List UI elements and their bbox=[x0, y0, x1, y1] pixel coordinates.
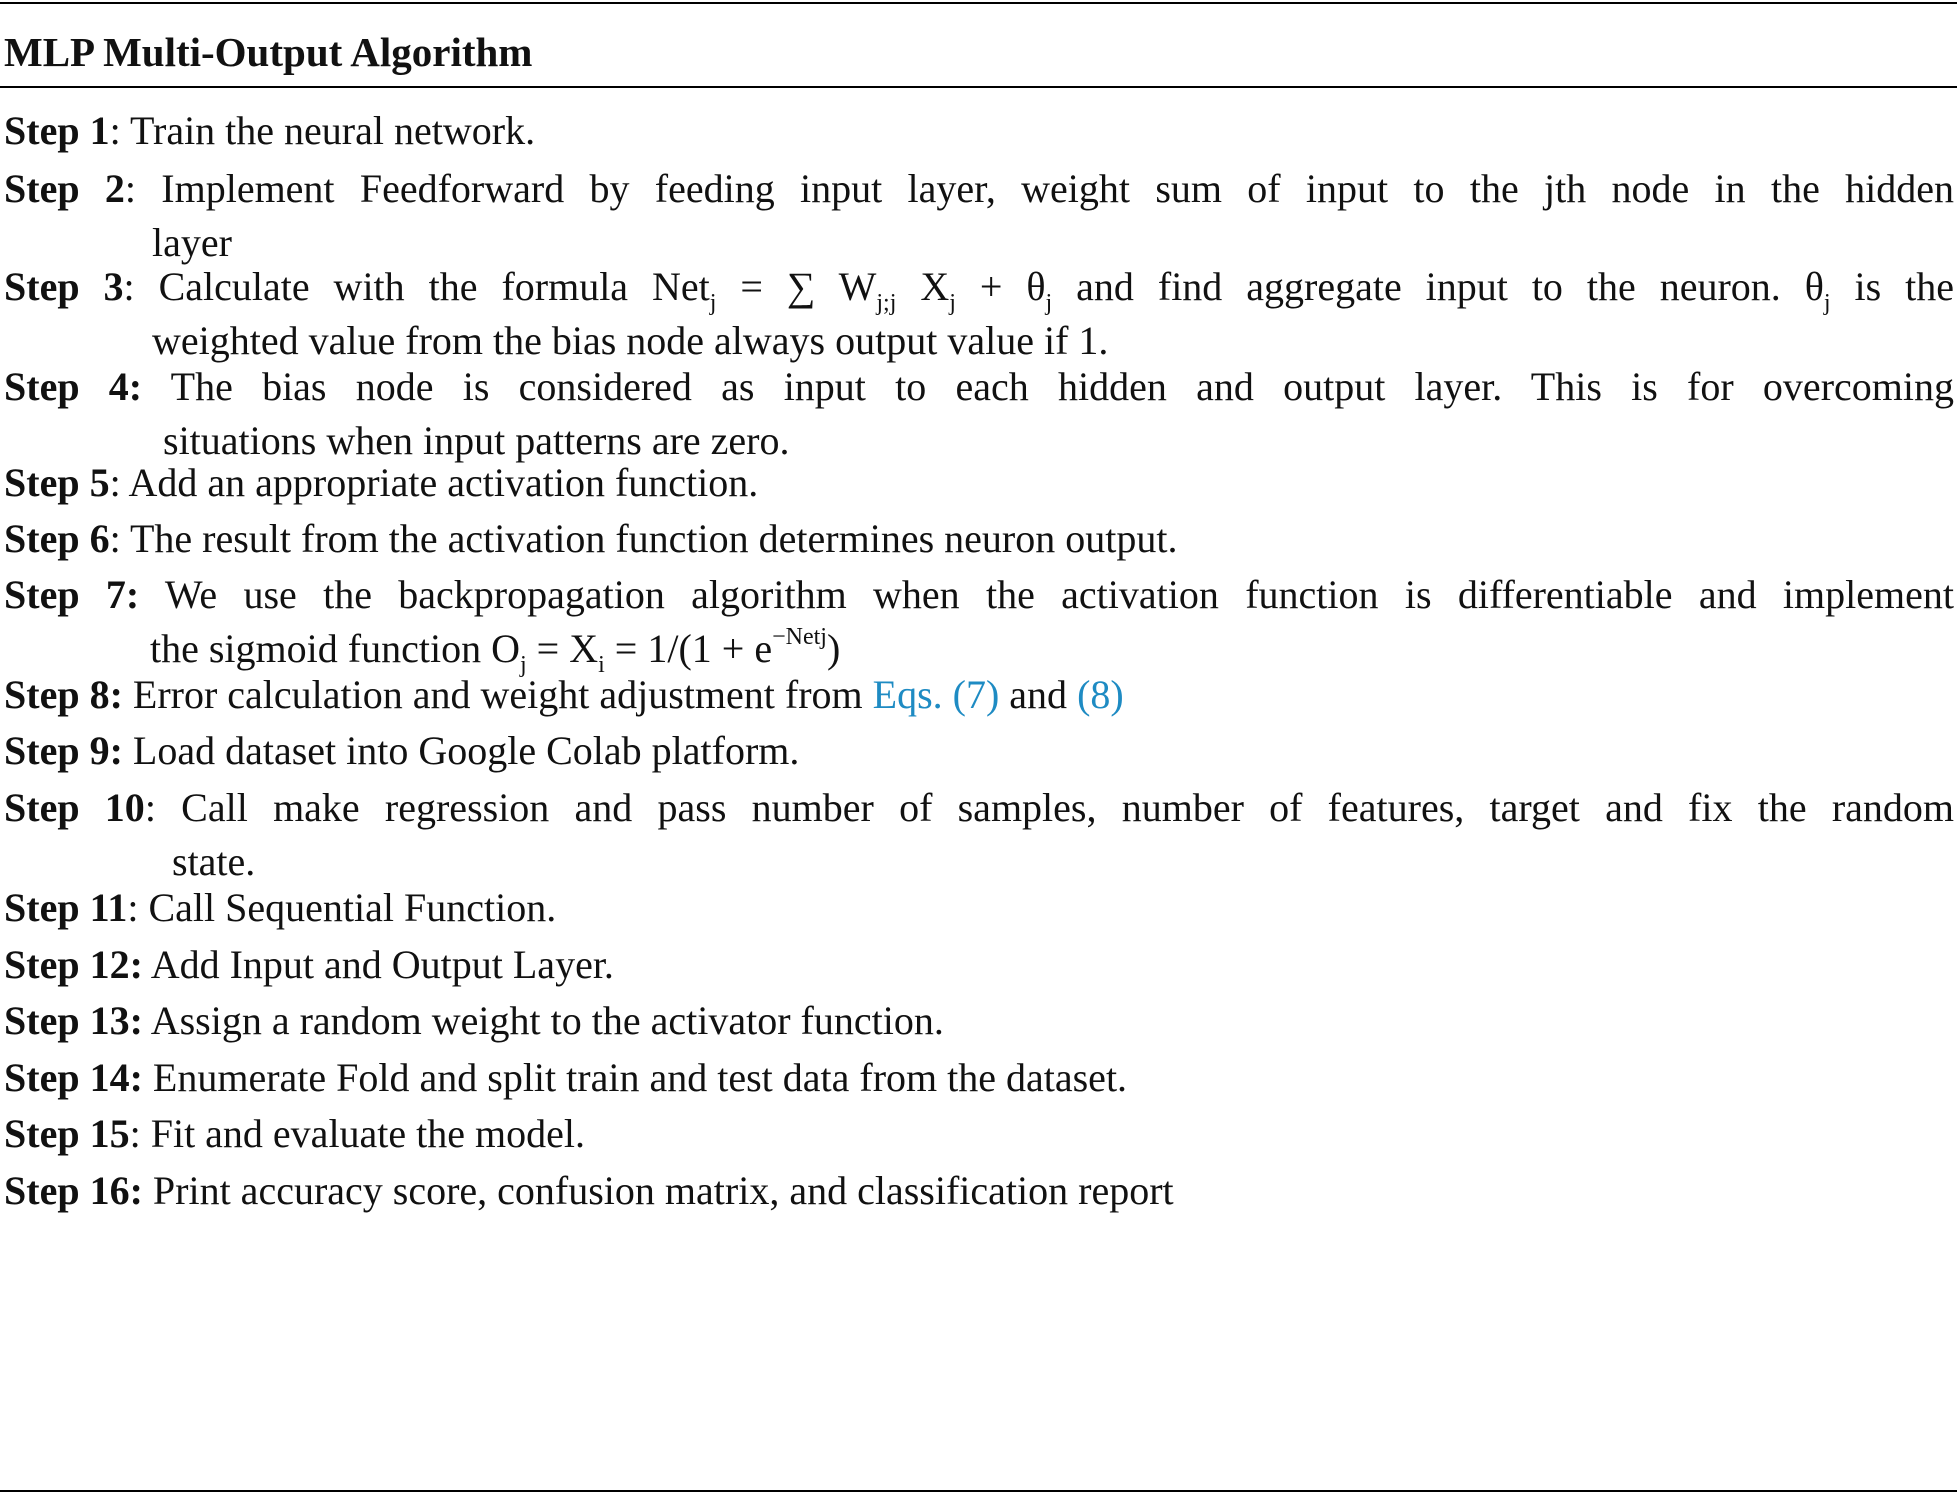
sigmoid-formula: the sigmoid function $O_j = X_i = 1/(1 + e^{-Netj})$ bbox=[150, 624, 841, 678]
step-text: Print accuracy score, confusion matrix, and classification report bbox=[152, 1168, 1174, 1213]
step-text: Call make regression and pass number of samples, number of features, target and fix the random bbox=[181, 785, 1955, 830]
step-15: Step 15: Fit and evaluate the model. bbox=[4, 1111, 586, 1156]
step-14 bbox=[4, 1051, 1954, 1105]
step-9 bbox=[4, 724, 1954, 778]
step-label: Step 13: bbox=[4, 998, 143, 1043]
step-text-continued: situations when input patterns are zero. bbox=[163, 418, 790, 463]
step-text: We use the backpropagation algorithm when the activation function is differentiable and implement bbox=[164, 572, 1955, 617]
top-rule bbox=[0, 2, 1957, 4]
step-text: Train the neural network. bbox=[129, 108, 536, 153]
header-rule bbox=[0, 86, 1957, 88]
step-1: Step 1: Train the neural network. bbox=[4, 108, 536, 153]
step-label: Step 12: bbox=[4, 942, 143, 987]
step-text: Error calculation and weight adjustment from bbox=[132, 672, 873, 717]
step-text: Implement Feedforward by feeding input layer, weight sum of input to the jth node in the hidden bbox=[161, 166, 1954, 211]
step-text: Load dataset into Google Colab platform. bbox=[132, 728, 800, 773]
step-label: Step 11 bbox=[4, 885, 128, 930]
step-10: Step 10: Call make regression and pass number of samples, number of features, target and fix the random state. bbox=[4, 781, 1954, 889]
formula: Calculate with the formula Net$_j$ = ∑ $W_{j;j}$ $X_j + \theta_j$ bbox=[158, 264, 1053, 316]
step-label: Step 2 bbox=[4, 166, 125, 211]
step-11: Step 11: Call Sequential Function. bbox=[4, 885, 557, 930]
step-16 bbox=[4, 1164, 1954, 1218]
step-2: Step 2: Implement Feedforward by feeding input layer, weight sum of input to the jth node in the hidden layer bbox=[4, 162, 1954, 270]
step-label: Step 8: bbox=[4, 672, 123, 717]
eq-8-link[interactable]: (8) bbox=[1077, 672, 1124, 717]
step-text-continued: layer bbox=[152, 220, 232, 265]
step-text: Call Sequential Function. bbox=[148, 885, 557, 930]
step-text: Assign a random weight to the activator function. bbox=[150, 998, 944, 1043]
step-13 bbox=[4, 994, 1954, 1048]
step-label: Step 7: bbox=[4, 572, 140, 617]
step-text: Enumerate Fold and split train and test data from the dataset. bbox=[152, 1055, 1128, 1100]
step-label: Step 15 bbox=[4, 1111, 130, 1156]
bottom-rule bbox=[0, 1490, 1957, 1492]
step-label: Step 6 bbox=[4, 516, 110, 561]
step-text: Add Input and Output Layer. bbox=[150, 942, 614, 987]
step-3: Step 3: Calculate with the formula Net$_j$ = ∑ $W_{j;j}$ $X_j + \theta_j$ and find aggregate input to the neuron. $\theta_j$ is the weighted value from the bias node always output value if 1. bbox=[4, 260, 1954, 368]
step-label: Step 4: bbox=[4, 364, 143, 409]
step-5: Step 5: Add an appropriate activation function. bbox=[4, 460, 759, 505]
step-text: The result from the activation function determines neuron output. bbox=[129, 516, 1178, 561]
step-text-continued: state. bbox=[172, 839, 256, 884]
step-label: Step 10 bbox=[4, 785, 145, 830]
step-text-continued: weighted value from the bias node always output value if 1. bbox=[152, 318, 1109, 363]
step-7 bbox=[4, 568, 1954, 676]
algorithm-title: MLP Multi-Output Algorithm bbox=[4, 29, 533, 75]
step-4 bbox=[4, 360, 1954, 468]
step-12 bbox=[4, 938, 1954, 992]
step-text: Add an appropriate activation function. bbox=[128, 460, 759, 505]
step-label: Step 5 bbox=[4, 460, 110, 505]
step-label: Step 1 bbox=[4, 108, 110, 153]
step-label: Step 3 bbox=[4, 264, 124, 309]
step-text: The bias node is considered as input to each hidden and output layer. This is for overcoming bbox=[170, 364, 1954, 409]
eq-7-link[interactable]: Eqs. (7) bbox=[872, 672, 1000, 717]
step-8: Step 8: Error calculation and weight adjustment from Eqs. (7) and (8) bbox=[4, 672, 1124, 717]
step-label: Step 14: bbox=[4, 1055, 143, 1100]
step-label: Step 9: bbox=[4, 728, 123, 773]
step-6: Step 6: The result from the activation function determines neuron output. bbox=[4, 516, 1178, 561]
step-label: Step 16: bbox=[4, 1168, 143, 1213]
step-text: Fit and evaluate the model. bbox=[150, 1111, 586, 1156]
